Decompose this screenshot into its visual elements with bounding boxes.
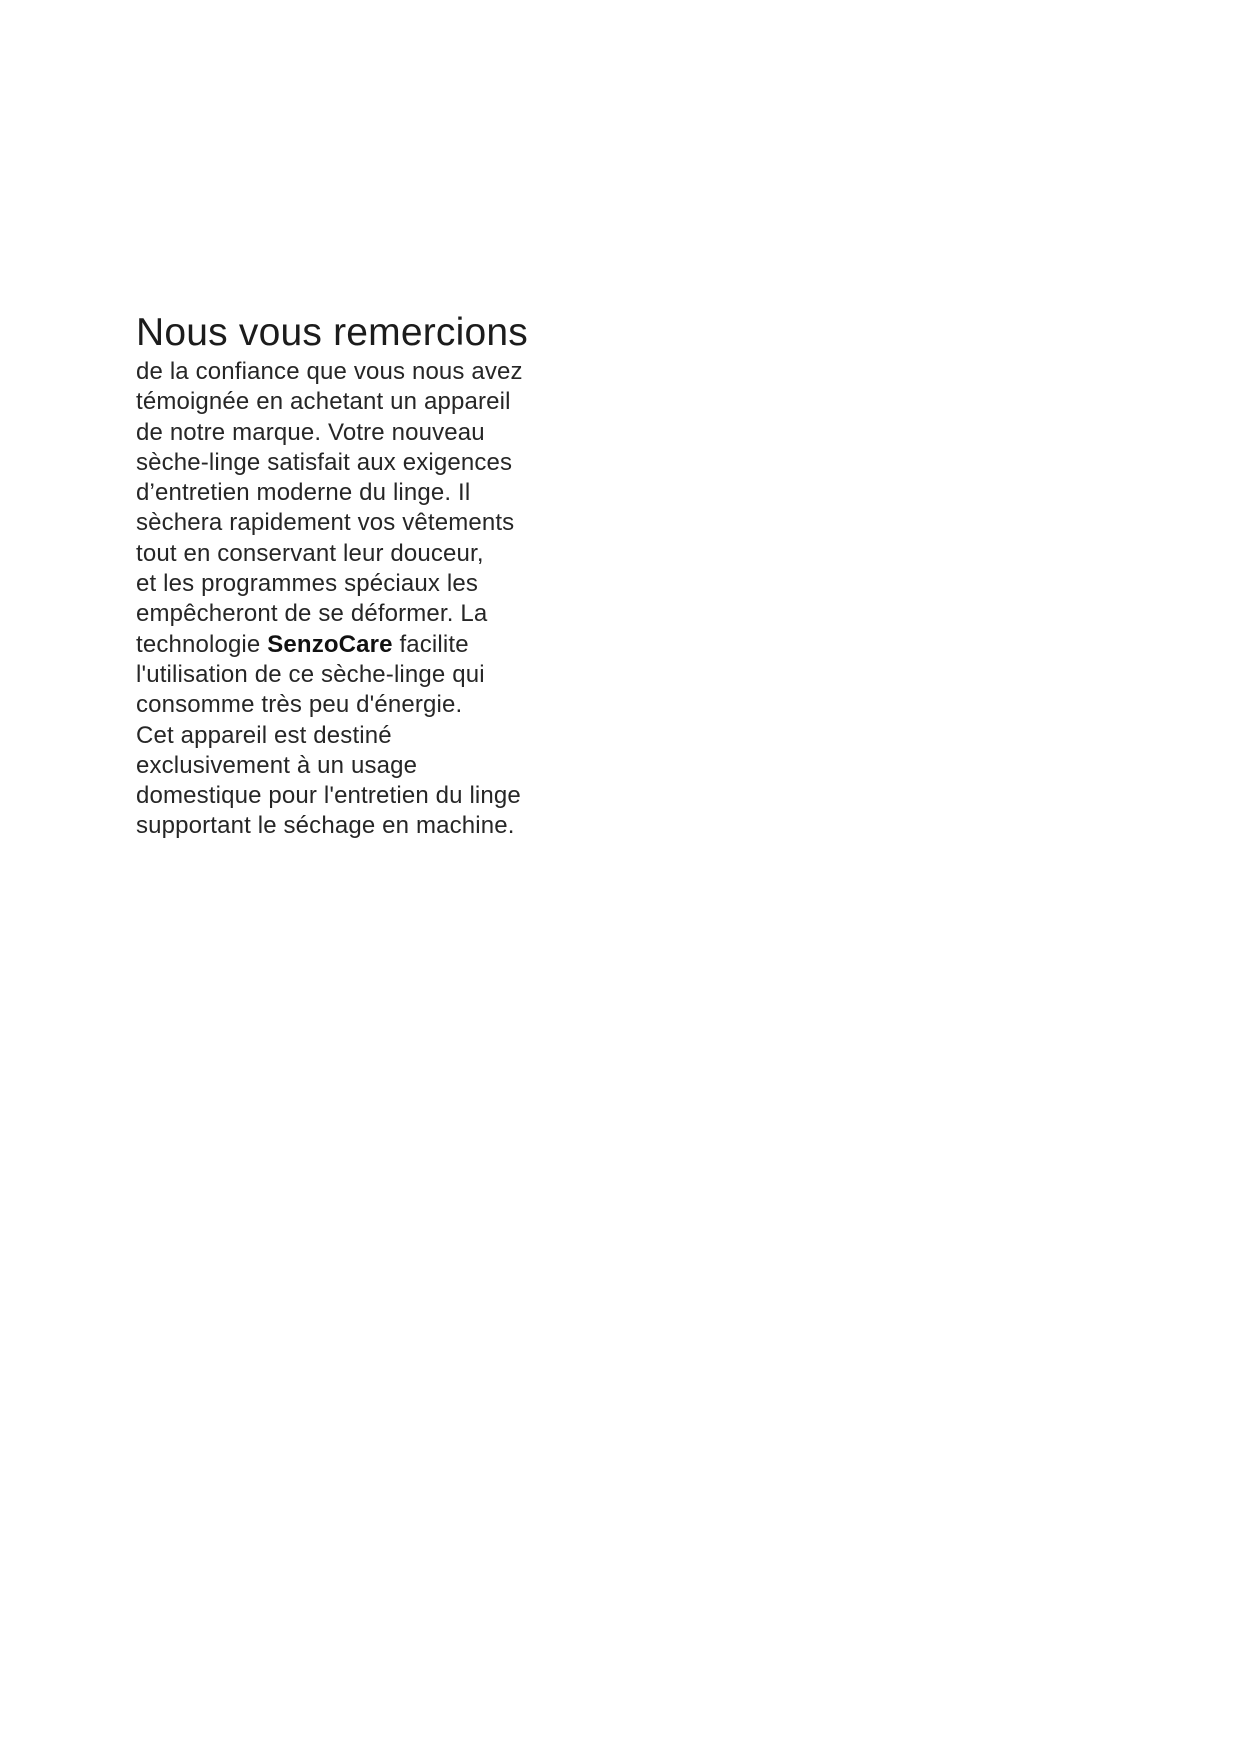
paragraph-line: exclusivement à un usage bbox=[136, 751, 418, 779]
page-heading: Nous vous remercions bbox=[136, 311, 528, 354]
paragraph-line: et les programmes spéciaux les bbox=[136, 570, 478, 598]
paragraph-line: tout en conservant leur douceur, bbox=[136, 539, 484, 567]
paragraph-line: Cet appareil est destiné bbox=[136, 721, 392, 749]
paragraph-line: domestique pour l'entretien du linge bbox=[136, 782, 521, 810]
paragraph-line: empêcheront de se déformer. La bbox=[136, 600, 488, 628]
paragraph-line: l'utilisation de ce sèche-linge qui bbox=[136, 660, 485, 688]
intro-text-block bbox=[136, 309, 606, 842]
paragraph-line: consomme très peu d'énergie. bbox=[136, 691, 463, 719]
paragraph-line: d’entretien moderne du linge. Il bbox=[136, 479, 471, 507]
paragraph-line: sèche-linge satisfait aux exigences bbox=[136, 448, 513, 476]
technology-prefix: technologie bbox=[136, 630, 268, 658]
brand-name-senzocare: SenzoCare bbox=[267, 630, 393, 658]
paragraph-line-technology bbox=[136, 630, 606, 660]
paragraph-line: supportant le séchage en machine. bbox=[136, 812, 515, 840]
paragraph-line: de notre marque. Votre nouveau bbox=[136, 418, 485, 446]
paragraph-line: de la confiance que vous nous avez bbox=[136, 358, 523, 385]
paragraph-line: sèchera rapidement vos vêtements bbox=[136, 509, 515, 537]
technology-suffix: facilite bbox=[392, 630, 469, 658]
intro-paragraph bbox=[136, 357, 606, 842]
paragraph-line: témoignée en achetant un appareil bbox=[136, 388, 511, 416]
